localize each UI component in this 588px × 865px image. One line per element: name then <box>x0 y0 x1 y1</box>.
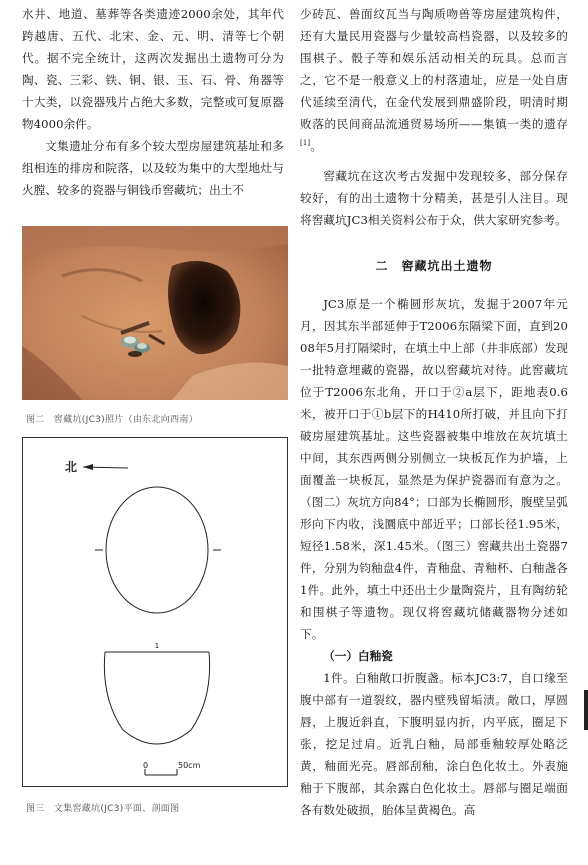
figure-2-photo <box>22 226 288 400</box>
right-paragraph-3: JC3原是一个椭圆形灰坑，发掘于2007年元月，因其东半部延伸于T2006东隔梁下面，直到2008年5月打隔梁时，在填土中上部（井非底部）发现一批特意埋藏的瓷器，故以窖藏坑对待。此窖藏坑位于T2006东北角，开口于②a层下，距地表0.6米，被开口于①b层下的H410所打破，并且向下打破房屋建筑基址。这些瓷器被集中堆放在灰坑填土中间，其东西两侧分别侧立一块板瓦作为护墙，上面覆盖一块板瓦，显然是为保护瓷器而有意为之。（图二）灰坑方向84°；口部为长椭圆形，腹壁呈弧形向下内收，浅圜底中部近平；口部长径1.95米，短径1.58米，深1.45米。（图三）窖藏共出土瓷器7件，分别为钧釉盘4件，青釉盘、青釉杯、白釉盏各1件。此外，填土中还出土少量陶瓷片，且有陶纺轮和围棋子等遗物。现仅将窖藏坑储藏器物分述如下。 <box>300 297 568 641</box>
right-column <box>300 0 568 821</box>
right-paragraph-1: 少砖瓦、兽面纹瓦当与陶质吻兽等房屋建筑构件，还有大量民用瓷器与少量较高档瓷器，以及较多的围棋子、骰子等和娱乐活动相关的玩具。总而言之，它不是一般意义上的村落遗址，应是一处自唐代延续至清代，在金代发展到鼎盛阶段，明清时期败落的民间商品流通贸易场所——集镇一类的遗存[1]。 <box>300 7 568 153</box>
scale-zero: 0 <box>143 761 149 770</box>
pit-plan-outline <box>106 487 208 613</box>
subsection-heading: （一）白釉瓷 <box>323 649 393 663</box>
footnote-ref: [1] <box>300 139 311 148</box>
scale-bar <box>143 761 201 775</box>
excavation-pit-photo <box>22 226 288 400</box>
left-column <box>22 0 284 201</box>
pit-section-outline <box>104 652 209 744</box>
left-paragraph-1: 水井、地道、墓葬等各类遗迹2000余处，其年代跨越唐、五代、北宋、金、元、明、清等七个朝代。据不完全统计，这两次发掘出土遗物可分为陶、瓷、三彩、铁、铜、银、玉、石、骨、角器等十大类，以瓷器残片占绝大多数，完整或可复原器物4000余件。 <box>22 7 284 131</box>
section-mark: 1 <box>154 642 160 650</box>
right-paragraph-4: 1件。白釉敞口折腹盏。标本JC3:7，自口缘至腹中部有一道裂纹，器内壁残留垢渍。敞口，厚圆唇，上腹近斜直，下腹明显内折，内平底，圈足下张，挖足过肩。近乳白釉，局部垂釉较厚处略泛黄，釉面光亮。唇部刮釉，涂白色化妆土。外表施釉于下腹部，其余露白色化妆土。唇部与圈足端面各有数处破损，胎体呈黄褐色。高 <box>300 671 568 817</box>
left-paragraph-2: 文集遗址分布有多个较大型房屋建筑基址和多组相连的排房和院落，以及较为集中的大型地灶与火膛、较多的瓷器与铜钱币窖藏坑；出土不 <box>22 139 284 197</box>
figure-3-drawing <box>22 437 288 787</box>
north-arrow-head <box>83 464 93 470</box>
right-paragraph-2: 窖藏坑在这次考古发掘中发现较多，部分保存较好，有的出土遗物十分精美，甚是引人注目。现将窖藏坑JC3相关资料公布于众，供大家研究参考。 <box>300 169 568 227</box>
figure-2-caption: 图二 窖藏坑(JC3)照片（由东北向西南） <box>26 415 198 425</box>
section-title: 二 窖藏坑出土遗物 <box>375 259 493 273</box>
plan-section-drawing <box>23 438 287 786</box>
page-edge-mark <box>584 690 588 730</box>
scale-label: 50cm <box>178 761 201 770</box>
north-label: 北 <box>65 460 78 474</box>
figure-3-caption: 图三 文集窖藏坑(JC3)平面、剖面图 <box>26 804 180 814</box>
